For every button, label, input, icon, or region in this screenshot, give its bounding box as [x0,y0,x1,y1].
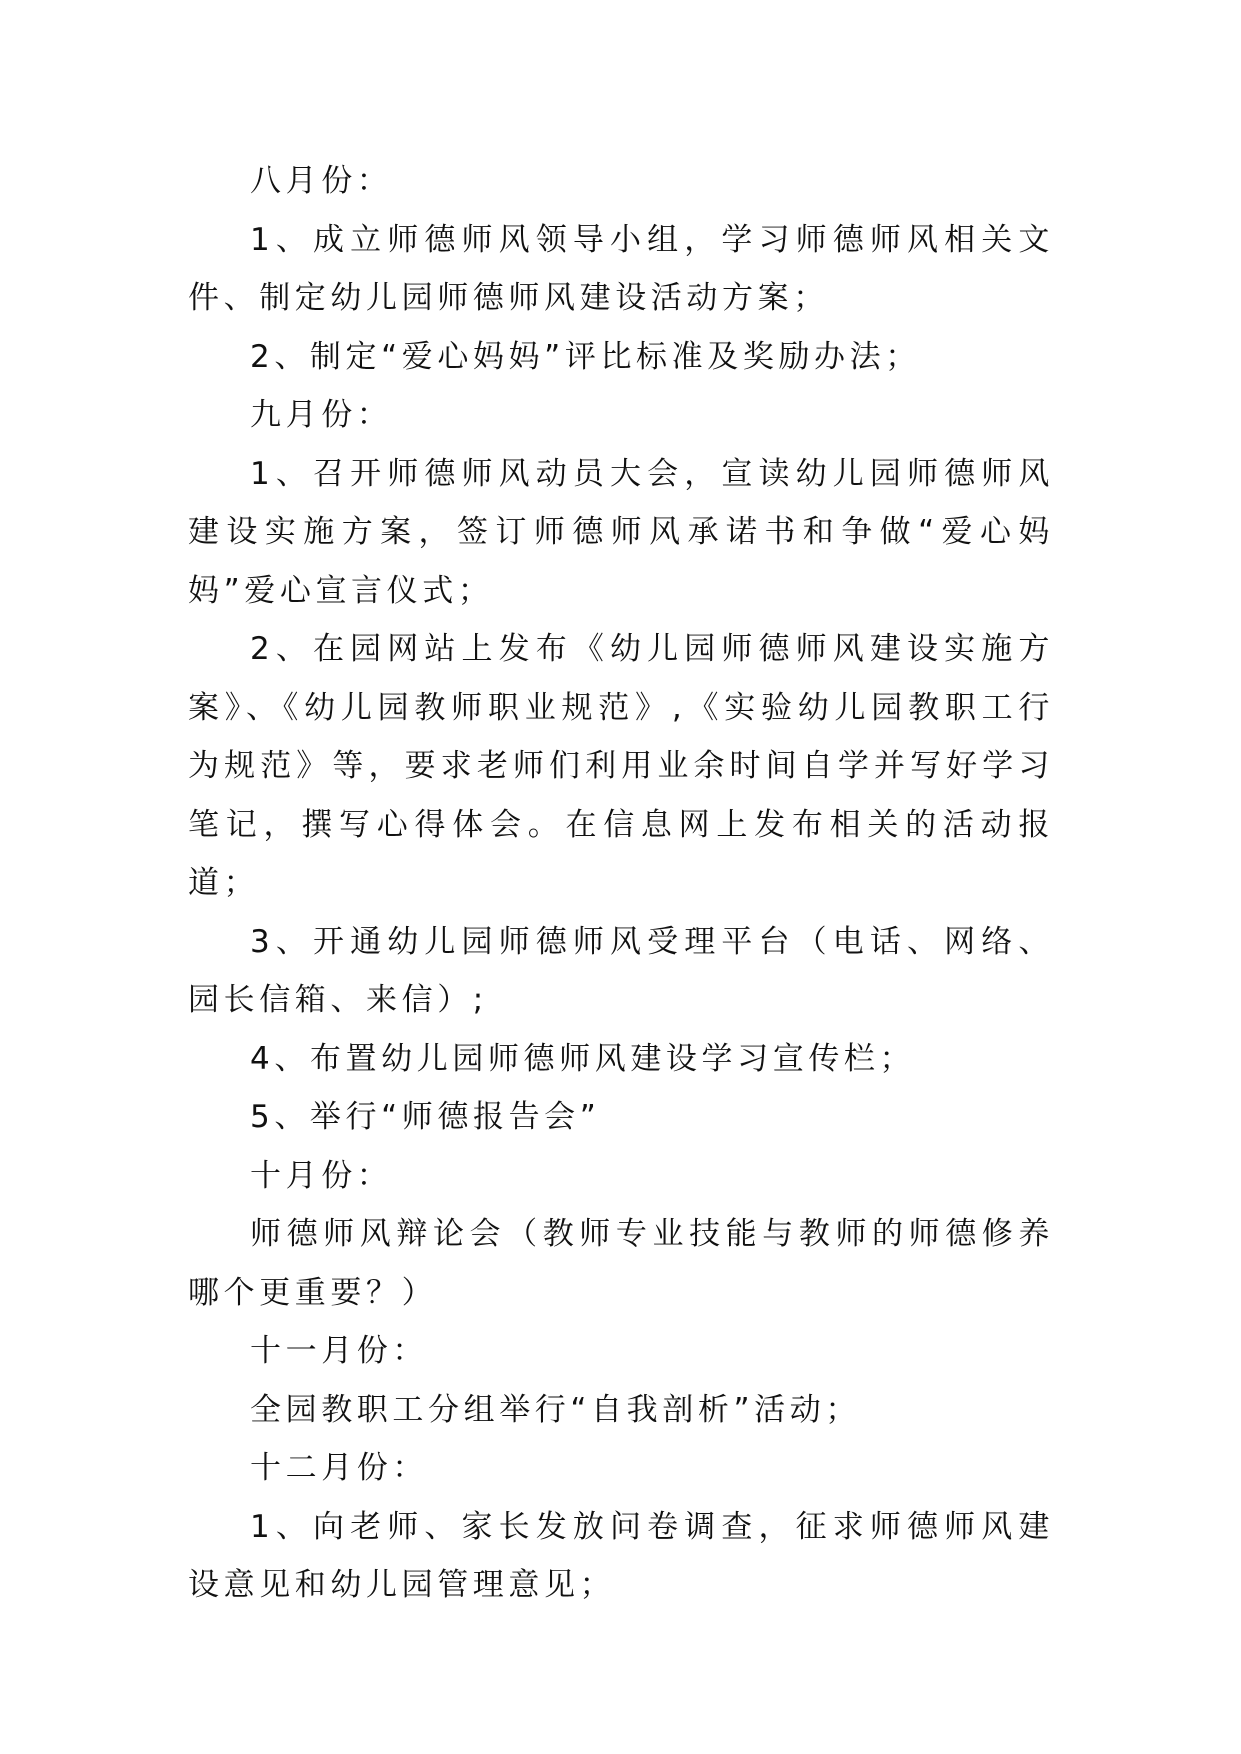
august-item-1: 1、成立师德师风领导小组，学习师德师风相关文件、制定幼儿园师德师风建设活动方案； [188,221,1054,316]
month-heading-december: 十二月份： [250,1450,428,1486]
month-heading-october: 十月份： [250,1157,393,1194]
document-body [188,152,1054,1615]
month-heading-november: 十一月份： [250,1333,428,1369]
month-heading-august: 八月份： [250,163,393,199]
september-item-1: 1、召开师德师风动员大会，宣读幼儿园师德师风建设实施方案，签订师德师风承诺书和争做“爱心妈妈”爱心宣言仪式； [188,455,1054,609]
december-item-1: 1、向老师、家长发放问卷调查，征求师德师风建设意见和幼儿园管理意见； [188,1508,1054,1603]
august-item-2: 2、制定“爱心妈妈”评比标准及奖励办法； [250,338,921,375]
month-heading-september: 九月份： [250,397,393,433]
september-item-2: 2、在园网站上发布《幼儿园师德师风建设实施方案》、《幼儿园教师职业规范》,《实验幼儿园教职工行为规范》等，要求老师们利用业余时间自学并写好学习笔记，撰写心得体会。在信息网上发布相关的活动报道； [188,631,1054,901]
november-item: 全园教职工分组举行“自我剖析”活动； [250,1391,861,1428]
september-item-3: 3、开通幼儿园师德师风受理平台（电话、网络、园长信箱、来信）; [188,923,1054,1018]
october-item: 师德师风辩论会（教师专业技能与教师的师德修养哪个更重要？） [188,1216,1054,1311]
september-item-5: 5、举行“师德报告会” [250,1099,601,1135]
september-item-4: 4、布置幼儿园师德师风建设学习宣传栏； [250,1040,916,1077]
